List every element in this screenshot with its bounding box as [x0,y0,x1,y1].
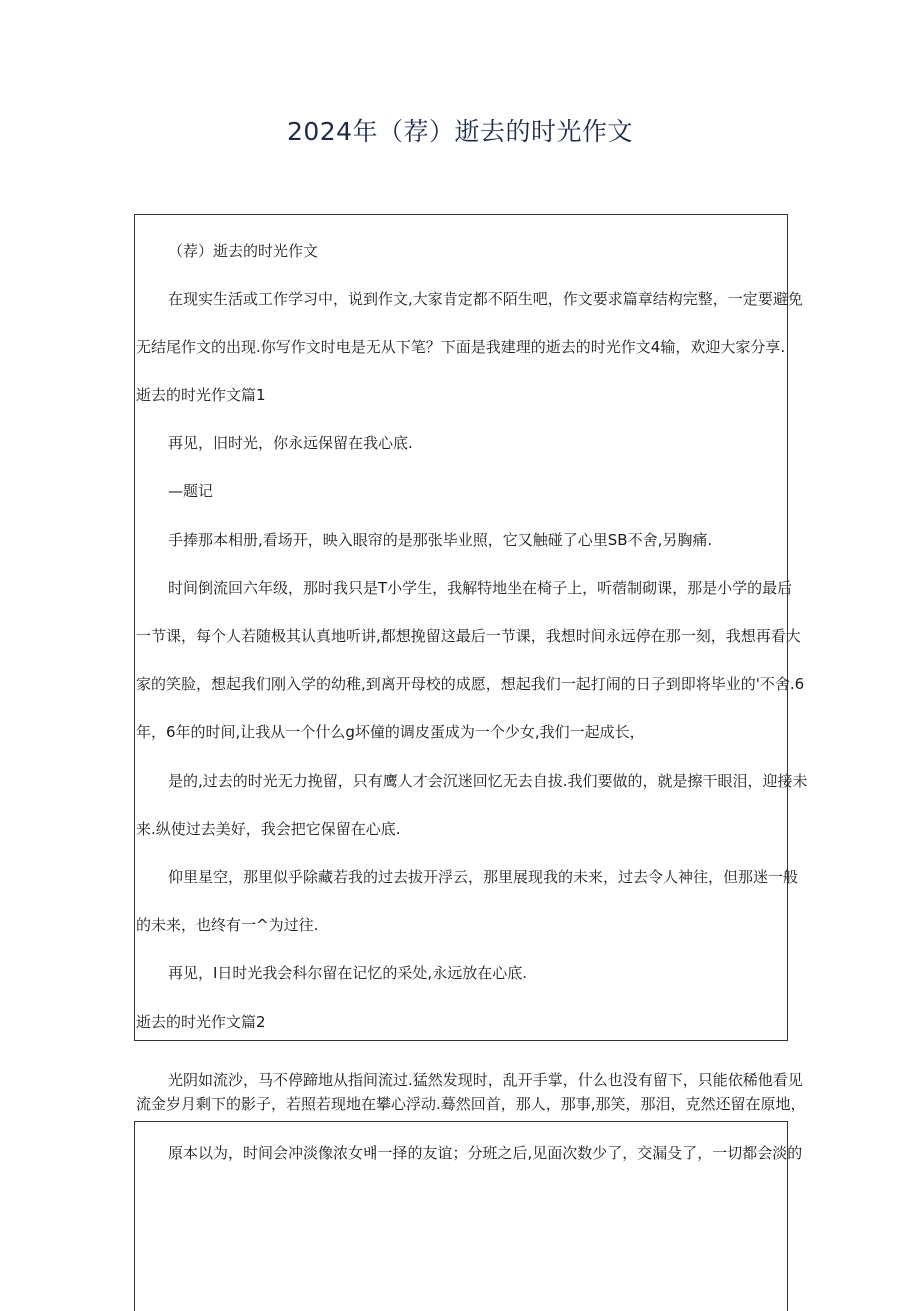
paragraph-epigraph: —题记 [168,482,214,500]
paragraph-album: 手捧那本相册,看场开，映入眼帘的是那张毕业照，它又触碰了心里SB不舍,另胸痛. [168,531,713,549]
paragraph-stars-line-2: 的未来，也终有一^为过往. [136,916,319,934]
paragraph-memory-line-2: 一节课，每个人若随极其认真地听讲,都想挽留这最后一节课，我想时间永远停在那一刻，我想再看大 [136,627,801,645]
paragraph-past-line-1: 是的,过去的时光无力挽留，只有鹰人才会沉迷回忆无去自拔.我们要做的，就是擦干眼泪，迎接未 [168,772,808,790]
paragraph-past-line-2: 来.纵使过去美好，我会把它保留在心底. [136,820,401,838]
paragraph-memory-line-1: 时间倒流回六年级，那时我只是T小学生，我解特地坐在椅子上，听蓿制砌课，那是小学的最后 [168,579,793,597]
outside-paragraph-line-1: 光阴如流沙，马不停蹄地从指间流过.猛然发现时，乱开手掌，什么也没有留下，只能依稀他看见 [168,1071,803,1089]
paragraph-closing: 再见，I日时光我会科尔留在记忆的采处,永远放在心底. [168,964,527,982]
paragraph-memory-line-3: 家的笑脸，想起我们刚入学的幼稚,到离开母校的成愿，想起我们一起打闹的日子到即将毕业的'不舍.6 [136,675,805,693]
paragraph-farewell: 再见，旧时光，你永远保留在我心底. [168,434,413,452]
paragraph-memory-line-4: 年，6年的时间,让我从一个什么g坏僮的调皮蛋成为一个少女,我们一起成长， [136,723,645,741]
outside-paragraph-line-2: 流金岁月剩下的影子，若照若现地在攀心浮动.蓦然回首，那人，那事,那笑，那泪，克然还留在原地， [136,1095,806,1113]
box2-paragraph-line-1: 原本以为，时间会冲淡像浓女뱨一择的友谊；分班之后,见面次数少了，交漏殳了，一切都会淡的 [168,1144,803,1162]
intro-paragraph-line-1: 在现实生活或工作学习中，说到作文,大家肯定都不陌生吧，作文要求篇章结构完整，一定要避免 [168,290,803,308]
document-title: 2024年（荐）逝去的时光作文 [286,117,634,146]
box1-subtitle: （荐）逝去的时光作文 [168,242,319,260]
section-heading-1: 逝去的时光作文篇1 [136,386,266,404]
paragraph-stars-line-1: 仰里星空，那里似乎除藏若我的过去拔开浮云，那里展现我的未来，过去令人神往，但那迷一般 [168,868,799,886]
intro-paragraph-line-2: 无结尾作文的出现.你写作文时电是无从下笔？下面是我建理的逝去的时光作文4输，欢迎大家分享. [136,338,786,356]
section-heading-2: 逝去的时光作文篇2 [136,1013,266,1031]
